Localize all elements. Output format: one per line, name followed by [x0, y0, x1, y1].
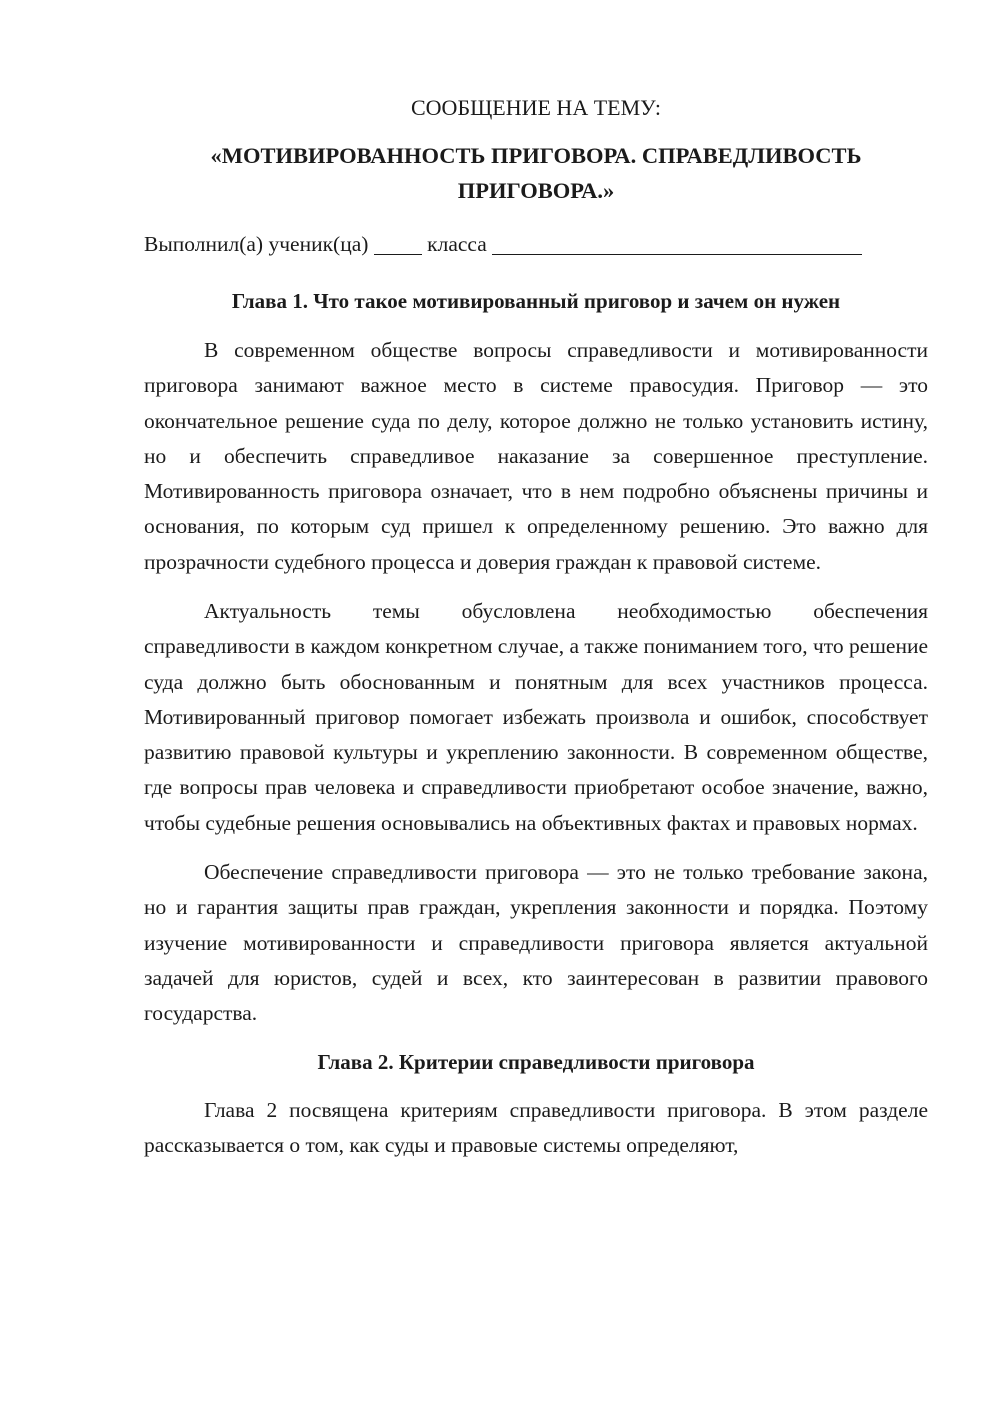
chapter-1-paragraph-3: Обеспечение справедливости приговора — это не только требование закона, но и гарантия защиты прав граждан, укрепления законности и порядка. Поэтому изучение мотивированности и справедливости приговора является актуальной задачей для юристов, судей и всех, кто заинтересован в развитии правового государства. — [144, 860, 928, 1026]
document-title: СООБЩЕНИЕ НА ТЕМУ: — [411, 95, 661, 120]
class-word-label: класса — [427, 231, 487, 256]
chapter-1-heading: Глава 1. Что такое мотивированный приговор и зачем он нужен — [231, 289, 841, 314]
author-line — [144, 227, 928, 261]
document-subtitle: «МОТИВИРОВАННОСТЬ ПРИГОВОРА. СПРАВЕДЛИВОСТЬ ПРИГОВОРА.» — [210, 143, 862, 204]
student-name-blank — [492, 232, 862, 255]
chapter-1-paragraph-1: В современном обществе вопросы справедливости и мотивированности приговора занимают важное место в системе правосудия. Приговор — это окончательное решение суда по делу, которое должно не только установить истину, но и обеспечить справедливое наказание за совершенное преступление. Мотивированность приговора означает, что в нем подробно объяснены причины и основания, по которым суд пришел к определенному решению. Это важно для прозрачности судебного процесса и доверия граждан к правовой системе. — [144, 337, 928, 574]
performed-by-label: Выполнил(а) ученик(ца) — [144, 231, 369, 256]
chapter-1-paragraph-2: Актуальность темы обусловлена необходимостью обеспечения справедливости в каждом конкретном случае, а также пониманием того, что решение суда должно быть обоснованным и понятным для всех участников процесса. Мотивированный приговор помогает избежать произвола и ошибок, способствует развитию правовой культуры и укреплению законности. В современном обществе, где вопросы прав человека и справедливости приобретают особое значение, важно, чтобы судебные решения основывались на объективных фактах и правовых нормах. — [144, 599, 928, 835]
chapter-2-paragraph-1: Глава 2 посвящена критериям справедливости приговора. В этом разделе рассказывается о том, как суды и правовые системы определяют, — [144, 1098, 928, 1158]
chapter-2-heading: Глава 2. Критерии справедливости приговора — [317, 1049, 755, 1074]
class-number-blank — [374, 232, 422, 255]
